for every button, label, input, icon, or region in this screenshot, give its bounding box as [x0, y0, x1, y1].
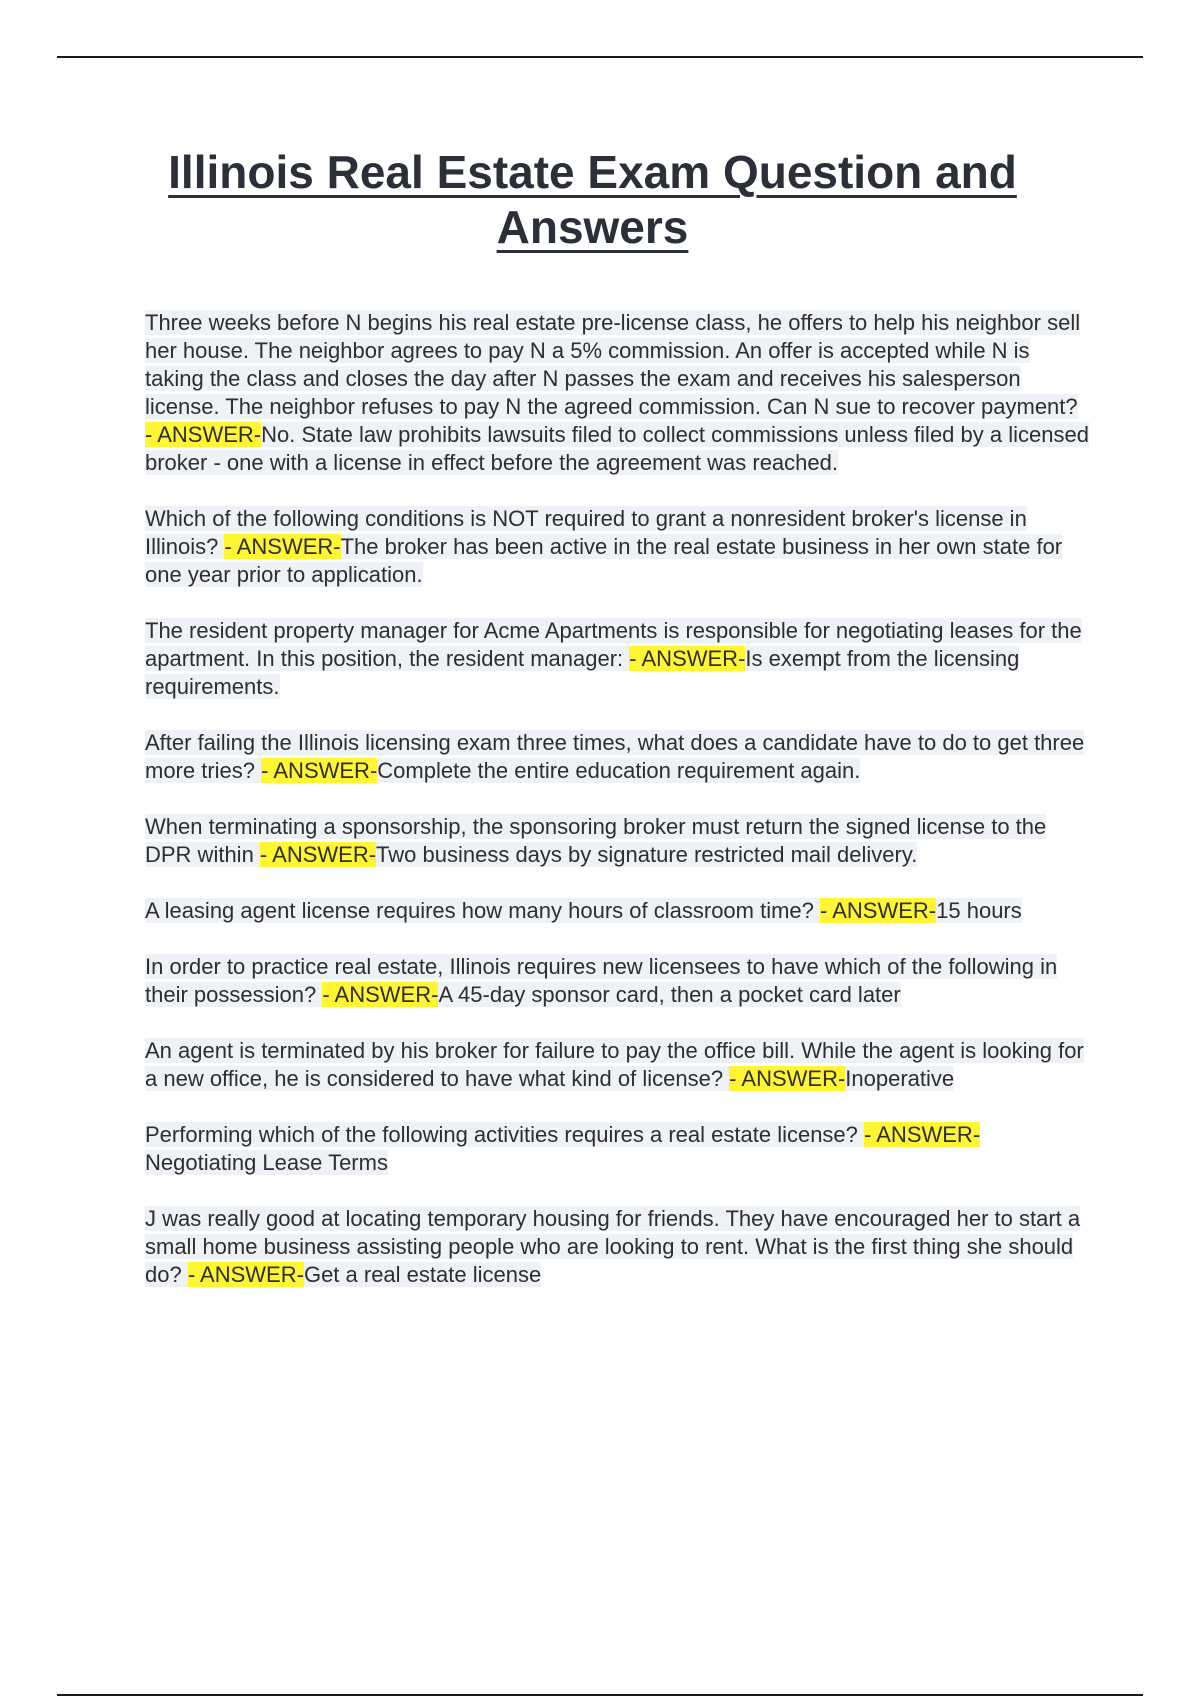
qa-item	[145, 1037, 1090, 1093]
answer-text: Two business days by signature restricted mail delivery.	[376, 842, 918, 867]
answer-marker: - ANSWER-	[259, 842, 377, 867]
footer-rule	[57, 1694, 1143, 1696]
qa-item	[145, 897, 1090, 925]
qa-item	[145, 729, 1090, 785]
qa-item	[145, 1121, 1090, 1177]
answer-text: 15 hours	[936, 898, 1022, 923]
qa-list	[145, 309, 1090, 1317]
question-text: A leasing agent license requires how many hours of classroom time?	[145, 898, 821, 923]
question-text: Three weeks before N begins his real estate pre-license class, he offers to help his neighbor sell her house. The neighbor agrees to pay N a 5% commission. An offer is accepted while N is taking the class and closes the day after N passes the exam and receives his salesperson license. The neighbor refuses to pay N the agreed commission. Can N sue to recover payment?	[145, 310, 1081, 419]
question-text: In order to practice real estate, Illinois requires new licensees to have which of the following in their possession?	[145, 954, 1058, 1007]
answer-marker: - ANSWER-	[261, 758, 378, 783]
answer-text: Get a real estate license	[303, 1262, 542, 1287]
answer-text: A 45-day sponsor card, then a pocket card later	[438, 982, 901, 1007]
qa-item	[145, 617, 1090, 701]
qa-item	[145, 505, 1090, 589]
answer-text: Is exempt from the licensing requirements.	[145, 646, 1020, 699]
question-text: After failing the Illinois licensing exam three times, what does a candidate have to do to get three more tries?	[145, 730, 1085, 783]
question-text: An agent is terminated by his broker for failure to pay the office bill. While the agent is looking for a new office, he is considered to have what kind of license?	[145, 1038, 1084, 1091]
question-text: When terminating a sponsorship, the sponsoring broker must return the signed license to the DPR within	[145, 814, 1047, 867]
answer-marker: - ANSWER-	[224, 534, 341, 559]
qa-item	[145, 953, 1090, 1009]
question-text: Which of the following conditions is NOT required to grant a nonresident broker's license in Illinois?	[145, 506, 1027, 559]
answer-marker: - ANSWER-	[322, 982, 439, 1007]
header-rule	[57, 56, 1143, 58]
answer-marker: - ANSWER-	[820, 898, 937, 923]
question-text: Performing which of the following activities requires a real estate license?	[145, 1122, 865, 1147]
qa-item	[145, 1205, 1090, 1289]
qa-item	[145, 309, 1090, 477]
answer-text: Negotiating Lease Terms	[145, 1150, 388, 1175]
document-title: Illinois Real Estate Exam Question and Answers	[168, 146, 1017, 253]
answer-marker: - ANSWER-	[864, 1122, 981, 1147]
answer-text: Complete the entire education requirement again.	[377, 758, 861, 783]
question-text: J was really good at locating temporary housing for friends. They have encouraged her to start a small home business assisting people who are looking to rent. What is the first thing she should do?	[145, 1206, 1081, 1287]
question-text: The resident property manager for Acme Apartments is responsible for negotiating leases for the apartment. In this position, the resident manager:	[145, 618, 1082, 671]
qa-item	[145, 813, 1090, 869]
answer-marker: - ANSWER-	[729, 1066, 846, 1091]
answer-marker: - ANSWER-	[629, 646, 746, 671]
answer-text: Inoperative	[845, 1066, 955, 1091]
answer-text: The broker has been active in the real estate business in her own state for one year prior to application.	[145, 534, 1063, 587]
answer-text: No. State law prohibits lawsuits filed to collect commissions unless filed by a licensed broker - one with a license in effect before the agreement was reached.	[145, 422, 1089, 475]
answer-marker: - ANSWER-	[145, 422, 262, 447]
answer-marker: - ANSWER-	[187, 1262, 304, 1287]
